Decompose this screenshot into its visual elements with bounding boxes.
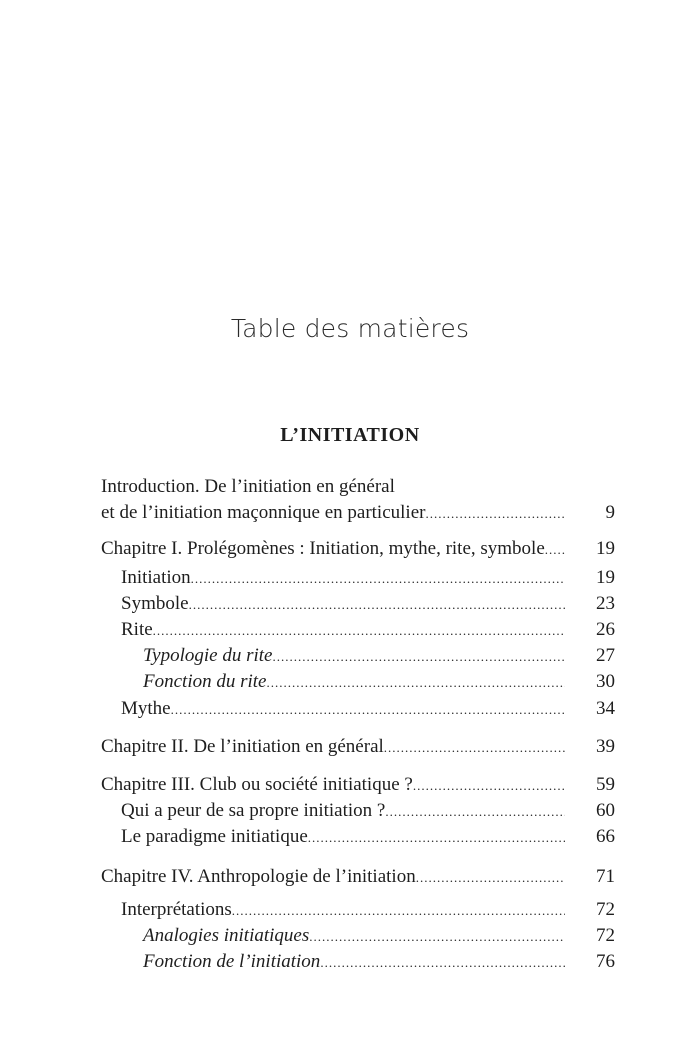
page-title: Table des matières — [230, 314, 470, 343]
toc-entry-title: Qui a peur de sa propre initiation ? — [121, 800, 386, 821]
toc-entry-page: 9 — [605, 502, 615, 523]
dot-leader — [232, 903, 565, 919]
dot-leader — [171, 702, 565, 718]
toc-entry[interactable] — [101, 866, 615, 892]
toc-entry-title: Analogies initiatiques — [143, 925, 310, 946]
toc-entry[interactable] — [121, 593, 615, 619]
toc-entry-title: Chapitre III. Club ou société initiatique ? — [101, 774, 413, 795]
toc-entry-title: Mythe — [121, 698, 171, 719]
toc-entry[interactable] — [121, 800, 615, 826]
toc-entry-page: 26 — [596, 619, 615, 640]
toc-entry[interactable] — [101, 538, 615, 564]
dot-leader — [425, 506, 565, 522]
dot-leader — [153, 623, 565, 639]
toc-entry-title: Rite — [121, 619, 153, 640]
toc-entry-title: Interprétations — [121, 899, 232, 920]
toc-entry-page: 19 — [596, 567, 615, 588]
toc-entry[interactable] — [121, 619, 615, 645]
toc-entry-page: 71 — [596, 866, 615, 887]
toc-entry-page: 66 — [596, 826, 615, 847]
toc-entry[interactable] — [121, 826, 615, 852]
toc-entry-title: Chapitre II. De l’initiation en général — [101, 736, 384, 757]
toc-entry-title: Typologie du rite — [143, 645, 273, 666]
toc-entry-title: Fonction de l’initiation — [143, 951, 321, 972]
toc-entry-page: 34 — [596, 698, 615, 719]
toc-entry-page: 72 — [596, 925, 615, 946]
toc-entry[interactable] — [143, 925, 615, 951]
toc-entry[interactable] — [143, 645, 615, 671]
dot-leader — [384, 740, 565, 756]
dot-leader — [191, 571, 565, 587]
toc-entry-title: Symbole — [121, 593, 189, 614]
toc-entry[interactable] — [101, 774, 615, 800]
toc-entry-page: 23 — [596, 593, 615, 614]
toc-entry-page: 19 — [596, 538, 615, 559]
toc-entry-page: 30 — [596, 671, 615, 692]
toc-entry[interactable] — [101, 476, 615, 502]
toc-entry[interactable] — [143, 951, 615, 977]
toc-entry-page: 27 — [596, 645, 615, 666]
toc-entry-title: Le paradigme initiatique — [121, 826, 308, 847]
toc-entry[interactable] — [121, 698, 615, 724]
part-heading: L’INITIATION — [280, 424, 420, 446]
toc-entry-page: 72 — [596, 899, 615, 920]
dot-leader — [416, 870, 565, 886]
dot-leader — [266, 675, 565, 691]
toc-entry-title: et de l’initiation maçonnique en particulier — [101, 502, 426, 523]
toc-entry-title: Chapitre I. Prolégomènes : Initiation, mythe, rite, symbole — [101, 538, 545, 559]
dot-leader — [545, 542, 565, 558]
dot-leader — [320, 955, 565, 971]
toc-entry-page: 59 — [596, 774, 615, 795]
toc-entry-title: Initiation — [121, 567, 191, 588]
dot-leader — [413, 778, 565, 794]
toc-entry[interactable] — [101, 736, 615, 762]
toc-entry-title: Chapitre IV. Anthropologie de l’initiation — [101, 866, 416, 887]
toc-entry[interactable] — [101, 502, 615, 528]
toc-entry[interactable] — [121, 899, 615, 925]
toc-entry-page: 76 — [596, 951, 615, 972]
toc-entry-page: 39 — [596, 736, 615, 757]
toc-entry-page: 60 — [596, 800, 615, 821]
dot-leader — [385, 804, 565, 820]
toc-entry[interactable] — [121, 567, 615, 593]
dot-leader — [309, 929, 565, 945]
toc-entry[interactable] — [143, 671, 615, 697]
dot-leader — [272, 649, 565, 665]
dot-leader — [308, 830, 565, 846]
dot-leader — [189, 597, 565, 613]
toc-entry-title: Fonction du rite — [143, 671, 267, 692]
toc-entry-title: Introduction. De l’initiation en général — [101, 476, 395, 497]
